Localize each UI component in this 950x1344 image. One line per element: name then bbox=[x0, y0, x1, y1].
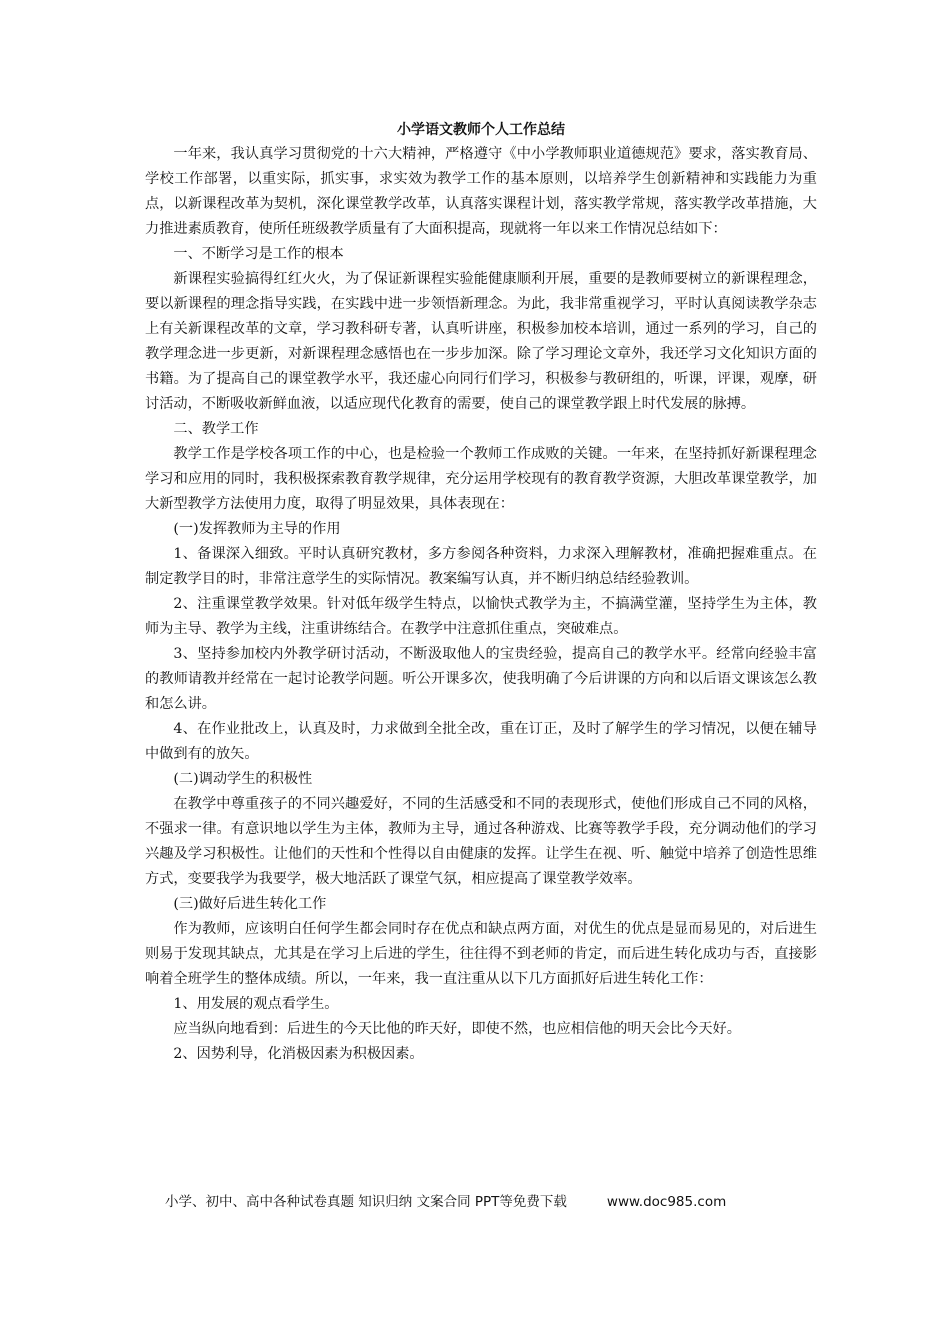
document-title: 小学语文教师个人工作总结 bbox=[397, 122, 565, 138]
section-heading-teaching: 二、教学工作 bbox=[173, 421, 259, 437]
subheading-teacher-leading: (一)发挥教师为主导的作用 bbox=[173, 521, 341, 537]
paragraph-item-development-view: 1、用发展的观点看学生。 bbox=[173, 996, 339, 1012]
paragraph-vertical-view: 应当纵向地看到：后进生的今天比他的昨天好，即使不然，也应相信他的明天会比今天好。 bbox=[173, 1021, 741, 1037]
paragraph-struggling-students: 作为教师，应该明白任何学生都会同时存在优点和缺点两方面，对优生的优点是显而易见的，对后进生则易于发现其缺点，尤其是在学习上后进的学生，往往得不到老师的肯定，而后进生转化成功与否，直接影响着全班学生的整体成绩。所以，一年来，我一直注重从以下几方面抓好后进生转化工作： bbox=[145, 921, 817, 987]
subheading-student-motivation: (二)调动学生的积极性 bbox=[173, 771, 313, 787]
paragraph-intro: 一年来，我认真学习贯彻党的十六大精神，严格遵守《中小学教师职业道德规范》要求，落实教育局、学校工作部署，以重实际，抓实事，求实效为教学工作的基本原则，以培养学生创新精神和实践能力为重点，以新课程改革为契机，深化课堂教学改革，认真落实课程计划，落实教学常规，落实教学改革措施，大力推进素质教育，使所任班级教学质量有了大面积提高，现就将一年以来工作情况总结如下： bbox=[145, 146, 817, 237]
paragraph-teaching: 教学工作是学校各项工作的中心，也是检验一个教师工作成败的关键。一年来，在坚持抓好新课程理念学习和应用的同时，我积极探索教育教学规律，充分运用学校现有的教育教学资源，大胆改革课堂教学，加大新型教学方法使用力度，取得了明显效果，具体表现在： bbox=[145, 446, 817, 512]
paragraph-item-class-effect: 2、注重课堂教学效果。针对低年级学生特点，以愉快式教学为主，不搞满堂灌，坚持学生为主体，教师为主导、教学为主线，注重讲练结合。在教学中注意抓住重点，突破难点。 bbox=[145, 596, 817, 637]
paragraph-student-motivation: 在教学中尊重孩子的不同兴趣爱好，不同的生活感受和不同的表现形式，使他们形成自己不同的风格，不强求一律。有意识地以学生为主体，教师为主导，通过各种游戏、比赛等教学手段，充分调动他们的学习兴趣及学习积极性。让他们的天性和个性得以自由健康的发挥。让学生在视、听、触觉中培养了创造性思维方式，变要我学为我要学，极大地活跃了课堂气氛，相应提高了课堂教学效率。 bbox=[145, 796, 817, 887]
footer-text: 小学、初中、高中各种试卷真题 知识归纳 文案合同 PPT等免费下载 bbox=[165, 1194, 567, 1210]
paragraph-item-lesson-prep: 1、备课深入细致。平时认真研究教材，多方参阅各种资料，力求深入理解教材，准确把握难重点。在制定教学目的时，非常注意学生的实际情况。教案编写认真，并不断归纳总结经验教训。 bbox=[145, 546, 817, 587]
document-page bbox=[145, 118, 817, 1067]
subheading-struggling-students: (三)做好后进生转化工作 bbox=[173, 896, 327, 912]
paragraph-learning: 新课程实验搞得红红火火，为了保证新课程实验能健康顺利开展，重要的是教师要树立的新课程理念，要以新课程的理念指导实践，在实践中进一步领悟新理念。为此，我非常重视学习，平时认真阅读教学杂志上有关新课程改革的文章，学习教科研专著，认真听讲座，积极参加校本培训，通过一系列的学习，自己的教学理念进一步更新，对新课程理念感悟也在一步步加深。除了学习理论文章外，我还学习文化知识方面的书籍。为了提高自己的课堂教学水平，我还虚心向同行们学习，积极参与教研组的，听课，评课，观摩，研讨活动，不断吸收新鲜血液，以适应现代化教育的需要，使自己的课堂教学跟上时代发展的脉搏。 bbox=[145, 271, 817, 412]
section-heading-learning: 一、不断学习是工作的根本 bbox=[173, 246, 344, 262]
page-footer bbox=[165, 1192, 726, 1212]
paragraph-item-seminars: 3、坚持参加校内外教学研讨活动，不断汲取他人的宝贵经验，提高自己的教学水平。经常向经验丰富的教师请教并经常在一起讨论教学问题。听公开课多次，使我明确了今后讲课的方向和以后语文课该怎么教和怎么讲。 bbox=[145, 646, 817, 712]
paragraph-item-guidance: 2、因势利导，化消极因素为积极因素。 bbox=[173, 1046, 424, 1062]
paragraph-item-homework: 4、在作业批改上，认真及时，力求做到全批全改，重在订正，及时了解学生的学习情况，以便在辅导中做到有的放矢。 bbox=[145, 721, 817, 762]
footer-site-link[interactable]: www.doc985.com bbox=[606, 1194, 727, 1210]
